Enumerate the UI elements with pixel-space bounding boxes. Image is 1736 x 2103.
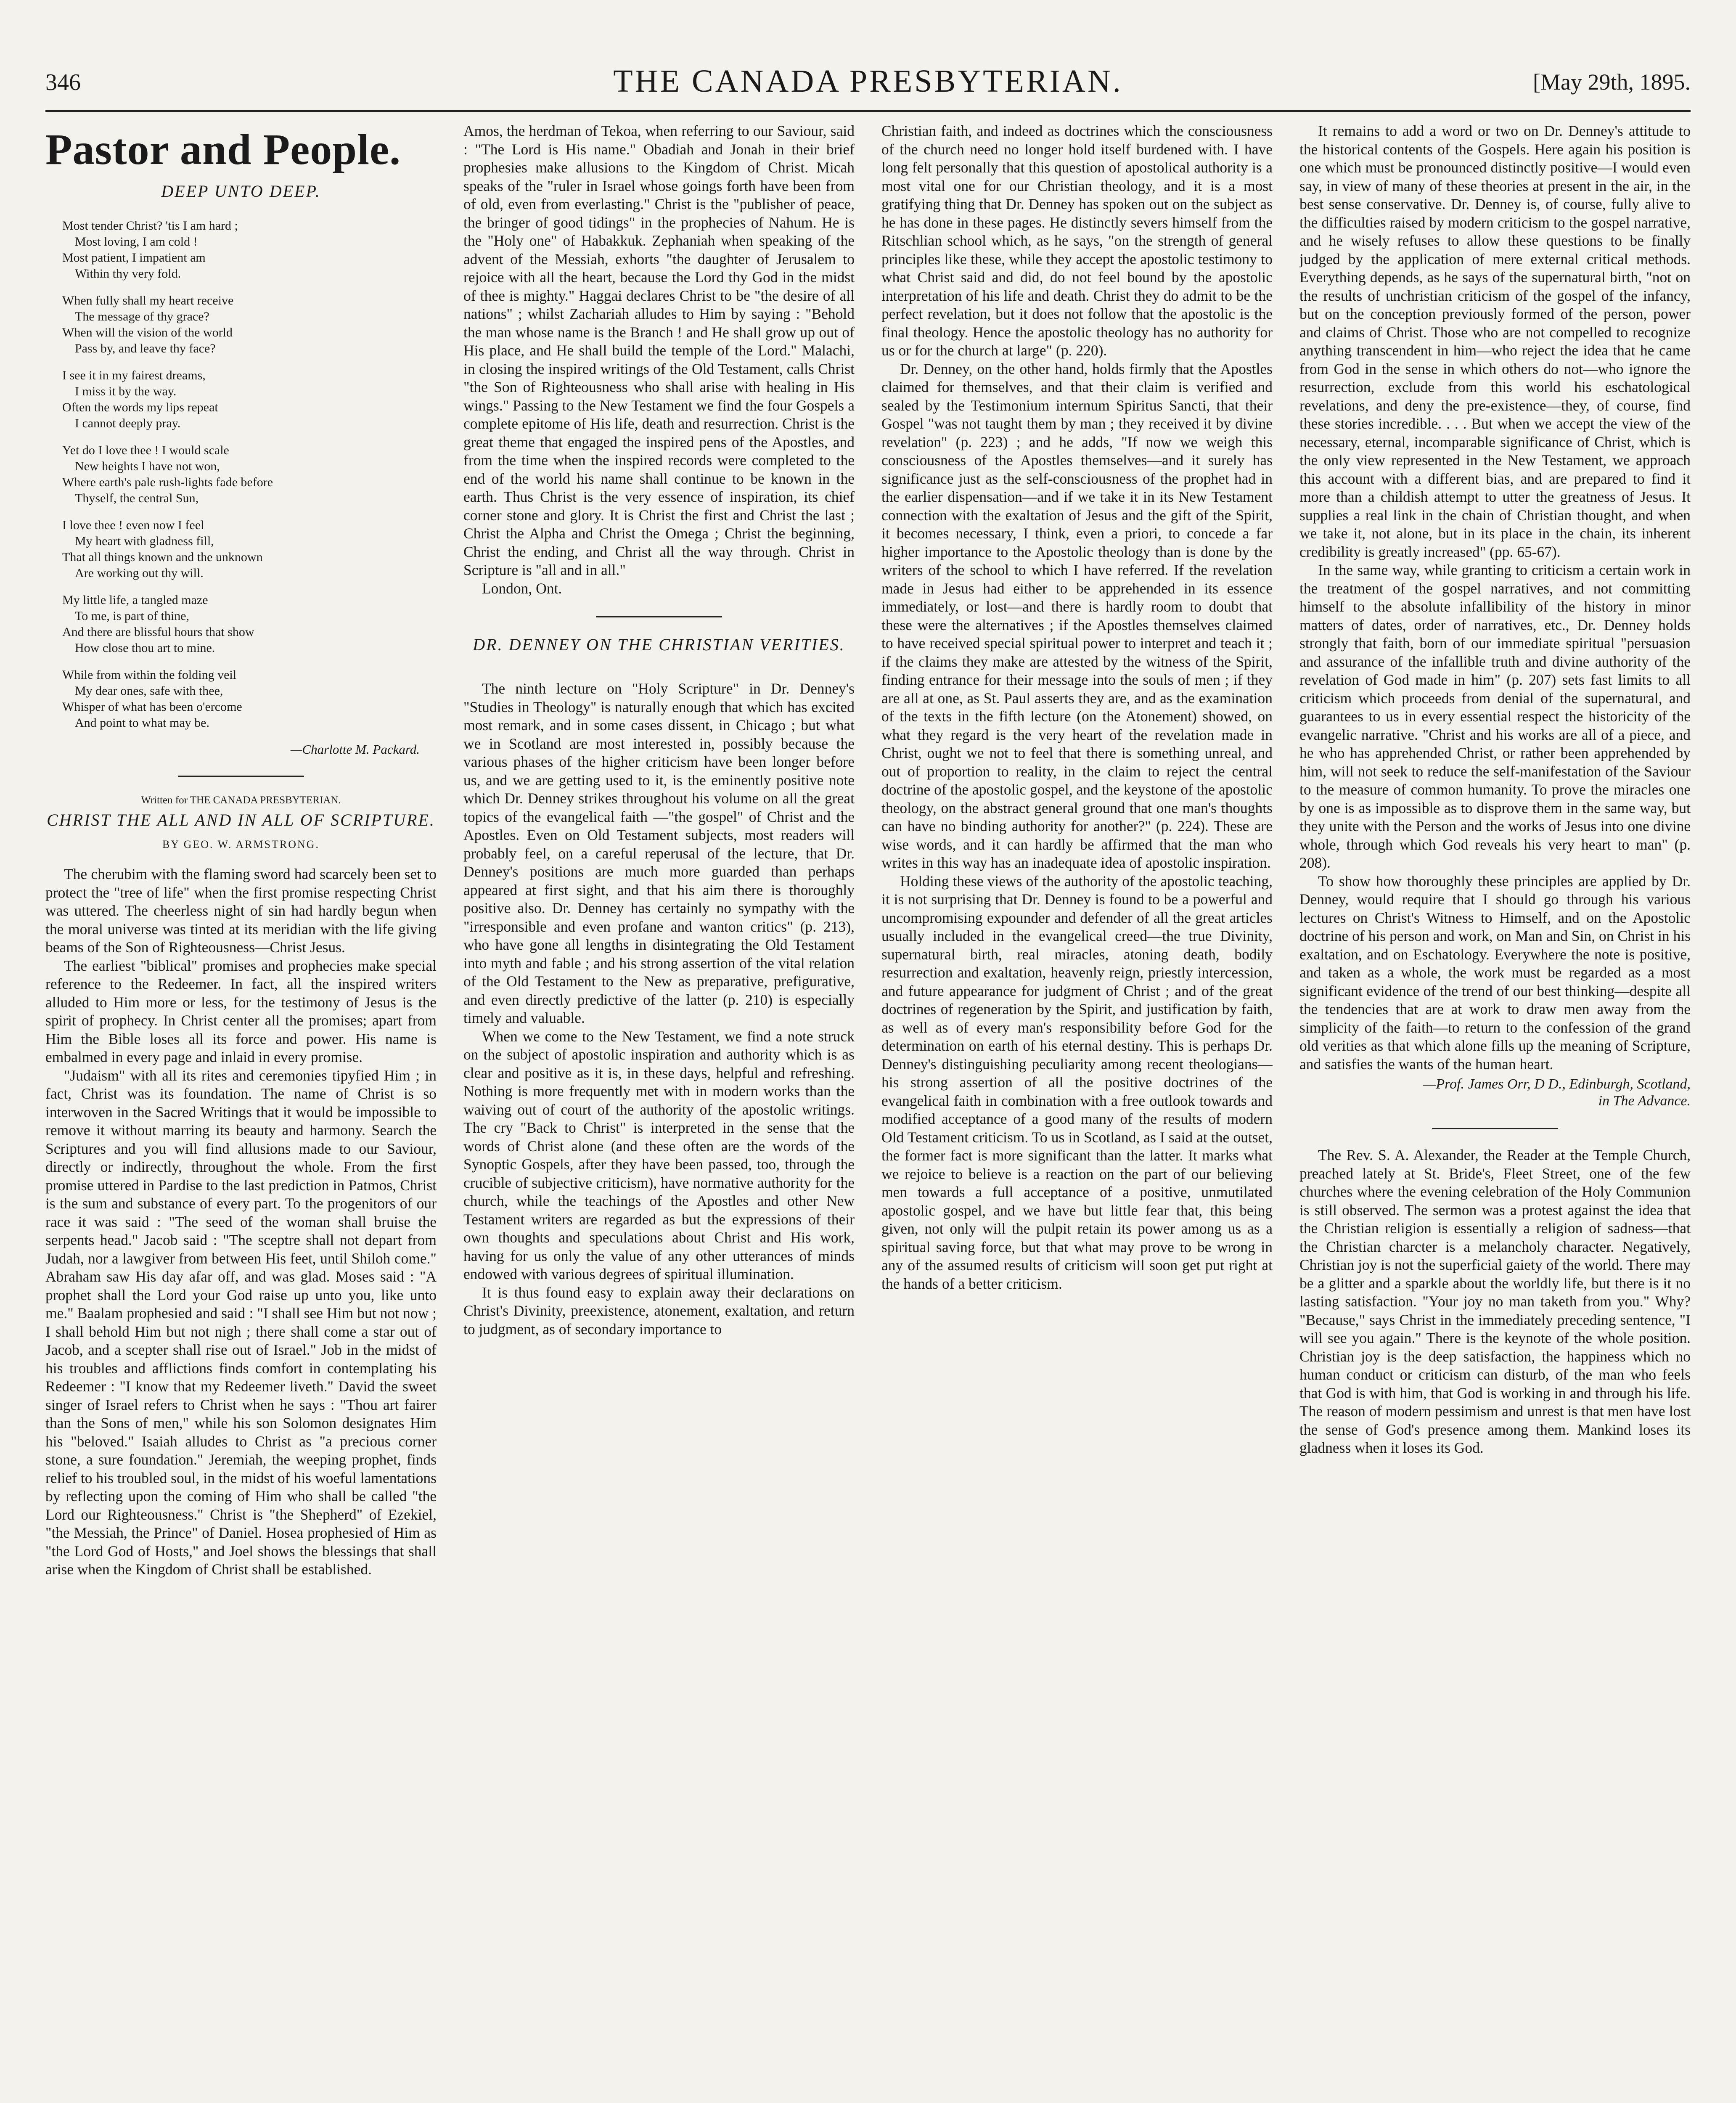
poem-line: That all things known and the unknown <box>62 550 263 564</box>
divider <box>1432 1128 1558 1129</box>
written-for-note: Written for THE CANADA PRESBYTERIAN. <box>141 795 341 806</box>
poem-line: How close thou art to mine. <box>75 641 215 655</box>
article-title: DR. DENNEY ON THE CHRISTIAN VERITIES. <box>473 635 845 654</box>
poem-line: I cannot deeply pray. <box>75 416 181 430</box>
dateline: London, Ont. <box>482 580 562 597</box>
poem-stanza <box>62 592 437 656</box>
poem-line: New heights I have not won, <box>75 459 220 473</box>
column-4 <box>1299 122 1691 2103</box>
paragraph: In the same way, while granting to criticism a certain work in the treatment of the gospel narratives, and not committing himself to the absolute infallibility of the history in minor matters of dates, order of narratives, etc., Dr. Denney holds strongly that faith, born of our immediate spiritual "persuasion and assurance of the infallible truth and divine authority of the revelation of God made in him" (p. 207) sets fast limits to all criticism which proceeds from denial of the supernatural, and guarantees to us in every essential respect the historicity of the evangelic narrative. "Christ and his works are all of a piece, and he who has apprehended Christ, or rather been apprehended by him, will not seek to reduce the self-manifestation of the Saviour to the measure of common humanity. To prove the miracles one by one is as impossible as to disprove them in the same way, but they unite with the Person and the works of Jesus into one divine whole, through which God reveals his very heart to man" (p. 208). <box>1299 562 1691 871</box>
poem-line: Most patient, I impatient am <box>62 251 206 265</box>
poem-line: My dear ones, safe with thee, <box>75 684 223 698</box>
poem-stanza <box>62 368 437 432</box>
poem-stanza <box>62 667 437 731</box>
paragraph: Christian faith, and indeed as doctrines which the consciousness of the church need no longer hold itself burdened with. I have long felt personally that this question of apostolical authority is a most vital one for our Christian theology, and it is a most gratifying thing that Dr. Denney has spoken out on the subject as he has done in these pages. He distinctly severs himself from the Ritschlian school which, as he says, "on the strength of general principles like these, while they accept the apostolic testimony to what Christ said and did, do not feel bound by the apostolic interpretation of his life and death. Christ they do admit to be the perfect revelation, but it does not follow that the apostolic is the final theology. Hence the apostolic theology has no authority for us or for the church at large" (p. 220). <box>881 122 1273 359</box>
poem-line: My heart with gladness fill, <box>75 534 214 548</box>
poem-line: While from within the folding veil <box>62 668 237 682</box>
paragraph: "Judaism" with all its rites and ceremonies tipyfied Him ; in fact, Christ was its foundation. The name of Christ is so interwoven in the Sacred Writings that it would be impossible to remove it without marring its beauty and harmony. Search the Scriptures and you will find allusions made to our Saviour, directly or indirectly, throughout the whole. From the first promise uttered in Pardise to the last prediction in Patmos, Christ is the sum and substance of every part. To the progenitors of our race it was said : "The seed of the woman shall bruise the serpents head." Jacob said : "The sceptre shall not depart from Judah, nor a lawgiver from between His feet, until Shiloh come." Abraham saw His day afar off, and was glad. Moses said : "A prophet shall the Lord your God raise up unto you, like unto me." Baalam prophesied and said : "I shall see Him but not now ; I shall behold Him but not nigh ; there shall come a star out of Jacob, and a scepter shall rise out of Israel." Job in the midst of his troubles and afflictions finds comfort in contemplating his Redeemer : "I know that my Redeemer liveth." David the sweet singer of Israel refers to Christ when he says : "Thou art fairer than the Sons of men," while his son Solomon designates Him his "beloved." Isaiah alludes to Christ as "a precious corner stone, a sure foundation." Jeremiah, the weeping prophet, finds relief to his troubled soul, in the midst of his woeful lamentations by reflecting upon the coming of Him who shall be called "the Lord our Righteousness." Christ is "the Shepherd" of Ezekiel, "the Messiah, the Prince" of Daniel. Hosea prophesied of Him as "the Lord God of Hosts," and Joel shows the blessings that shall arise when the Kingdom of Christ shall be established. <box>45 1067 437 1578</box>
poem-line: When will the vision of the world <box>62 326 233 339</box>
poem-line: And there are blissful hours that show <box>62 625 254 639</box>
paragraph: The cherubim with the flaming sword had scarcely been set to protect the "tree of life" when the first promise respecting Christ was uttered. The cheerless night of sin had hardly begun when the moral universe was tinted at its meridian with the life giving beams of the Son of Righteousness—Christ Jesus. <box>45 866 437 956</box>
running-head <box>45 63 1691 101</box>
poem-title: DEEP UNTO DEEP. <box>161 182 321 201</box>
divider <box>596 616 722 617</box>
poem-stanza <box>62 293 437 357</box>
poem-line: Yet do I love thee ! I would scale <box>62 443 229 457</box>
paragraph: The earliest "biblical" promises and prophecies make special reference to the Redeemer. In fact, all the inspired writers alluded to Him more or less, for the testimony of Jesus is the spirit of prophecy. In Christ center all the promises; apart from Him the Bible loses all its force and power. His name is embalmed in every page and inlaid in every promise. <box>45 957 437 1065</box>
poem-line: I miss it by the way. <box>75 384 177 398</box>
article-columns <box>45 122 1691 2103</box>
poem-line: Thyself, the central Sun, <box>75 491 199 505</box>
poem-stanza <box>62 442 437 506</box>
paragraph: Holding these views of the authority of the apostolic teaching, it is not surprising that Dr. Denney is found to be a powerful and uncompromising expounder and defender of all the great articles usually included in the evangelical creed—the true Divinity, supernatural birth, real miracles, atoning death, bodily resurrection and exaltation, heavenly reign, priestly intercession, and future appearance for judgment of Christ ; and of the great doctrines of regeneration by the Spirit, and justification by faith, as well as of every man's responsibility before God for the determination on earth of his eternal destiny. This is perhaps Dr. Denney's distinguishing peculiarity among recent theologians—his strong assertion of all the positive doctrines of the evangelical faith in combination with a free outlook towards and modified acceptance of a good many of the results of modern Old Testament criticism. To us in Scotland, as I said at the outset, the former fact is more significant than the latter. It marks what we rejoice to believe is a reaction on the part of our believing men towards a full acceptance of a positive, unmutilated apostolic gospel, and we have but little fear that, this being given, not only will the pulpit retain its power among us as a spiritual saving force, but that what may prove to be wrong in any of the assumed results of criticism will soon get put right at the hands of a better criticism. <box>881 872 1273 1292</box>
poem-line: Whisper of what has been o'ercome <box>62 700 242 714</box>
signature-line: in The Advance. <box>1598 1093 1691 1109</box>
poem-line: I love thee ! even now I feel <box>62 518 204 532</box>
poem-line: Pass by, and leave thy face? <box>75 342 216 355</box>
poem-line: And point to what may be. <box>75 716 209 730</box>
paragraph: It remains to add a word or two on Dr. Denney's attitude to the historical contents of the Gospels. Here again his position is one which must be pronounced distinctly positive—I would even say, in view of many of these theories at present in the air, in the best sense conservative. Dr. Denney is, of course, fully alive to the difficulties raised by modern criticism to the gospel narrative, and he wisely refuses to allow these questions to be finally judged by the application of mere external critical methods. Everything depends, as he says of the supernatural birth, "not on the results of unchristian criticism of the gospel of the infancy, but on the conception previously formed of the person, power and claims of Christ. Those who are not compelled to recognize anything transcendent in him—who reject the idea that he came from God in the sense in which others do not—who ignore the resurrection, exclude from this world his eschatological revelations, and deny the pre-existence—they, of course, find these stories incredible. . . . But when we accept the view of the necessary, eternal, incomparable significance of Christ, which is the only view represented in the New Testament, we approach this account with a different bias, and are prepared to find it more than a childish attempt to utter the greatness of Jesus. It supplies a real link in the chain of Christian thought, and when we take it, not alone, but in its place in the chain, its inherent credibility is greatly increased" (pp. 65-67). <box>1299 122 1691 560</box>
paragraph: To show how thoroughly these principles are applied by Dr. Denney, would require that I should go through his various lectures on Christ's Witness to Himself, and on the Apostolic doctrine of his person and work, on Man and Sin, on Christ in his exaltation, and on Eschatology. Everywhere the note is positive, and taken as a whole, the work must be regarded as a most significant evidence of the trend of our best thinking—despite all the tendencies that are at work to draw men away from the simplicity of the faith—to return to the confession of the grand old verities as that which alone fills up the meaning of Scripture, and satisfies the wants of the human heart. <box>1299 872 1691 1073</box>
poem-author: —Charlotte M. Packard. <box>290 742 420 757</box>
signature <box>1299 1076 1691 1110</box>
page-number: 346 <box>45 69 81 95</box>
poem-line: I see it in my fairest dreams, <box>62 368 206 382</box>
column-1 <box>45 122 437 2103</box>
paragraph: It is thus found easy to explain away their declarations on Christ's Divinity, preexistence, atonement, exaltation, and return to judgment, as of secondary importance to <box>463 1284 855 1338</box>
poem-line: Most tender Christ? 'tis I am hard ; <box>62 219 238 233</box>
paragraph: When we come to the New Testament, we find a note struck on the subject of apostolic inspiration and authority which is as clear and positive as it is, in these days, helpful and refreshing. Nothing is more frequently met with in modern works than the waiving out of court of the authority of the apostolic writings. The cry "Back to Christ" is interpreted in the sense that the words of Christ alone (and these often are the words of the Synoptic Gospels, after they have been passed, too, through the crucible of subjective criticism), have normative authority for the church, while the teachings of the Apostles and other New Testament writers are regarded as but the expressions of their own thoughts and speculations about Christ and His work, having for us only the value of any other utterances of minds endowed with various degrees of spiritual illumination. <box>463 1028 855 1282</box>
journal-title: THE CANADA PRESBYTERIAN. <box>613 64 1123 99</box>
poem-line: Where earth's pale rush-lights fade before <box>62 475 273 489</box>
poem-stanza <box>62 517 437 581</box>
issue-date: [May 29th, 1895. <box>1533 69 1691 95</box>
column-3 <box>881 122 1273 2103</box>
poem-line: Are working out thy will. <box>75 566 204 580</box>
poem-line: My little life, a tangled maze <box>62 593 208 607</box>
paragraph: The Rev. S. A. Alexander, the Reader at the Temple Church, preached lately at St. Bride's, Fleet Street, one of the few churches where the evening celebration of the Holy Communion is still observed. The sermon was a protest against the idea that the Christian religion is essentially a religion of sadness—that the Christian charcter is a melancholy character. Negatively, Christian joy is not the superficial gaiety of the world. There may be a glitter and a sparkle about the worldly life, but there is it no lasting satisfaction. "Your joy no man taketh from you." Why? "Because," says Christ in the immediately preceding sentence, "I will see you again." There is the keynote of the whole position. Christian joy is the deep satisfaction, the happiness which no human conduct or criticism can disturb, of the man who feels that God is with him, that God is working in and through his life. The reason of modern pessimism and unrest is that men have lost the sense of God's presence among them. Mankind loses its gladness when it loses its God. <box>1299 1147 1691 1456</box>
paragraph: The ninth lecture on "Holy Scripture" in Dr. Denney's "Studies in Theology" is naturally enough that which has excited most remark, and in some cases dissent, in Chicago ; but what we in Scotland are most interested in, possibly because the various phases of the higher criticism have been longer before us, and we are getting used to it, is the eminently positive note which Dr. Denney strikes throughout his volume on all the great topics of the evangelical faith —"the gospel" of Christ and the Apostles. Even on Old Testament subjects, most readers will probably feel, on a careful reperusal of the lecture, that Dr. Denney's positions are much more guarded than perhaps appeared at first sight, and that his aim there is thoroughly positive also. Dr. Denney has certainly no sympathy with the "irresponsible and even profane and wanton critics" (p. 213), who have gone all lengths in disintegrating the Old Testament into myth and fable ; and his strong assertion of the vital relation of the Old Testament to the New as preparative, prefigurative, and even directly predictive of the latter (p. 210) is especially timely and valuable. <box>463 680 855 1026</box>
signature-line: —Prof. James Orr, D D., Edinburgh, Scotland, <box>1423 1076 1691 1092</box>
poem-line: When fully shall my heart receive <box>62 294 234 307</box>
paragraph: Amos, the herdman of Tekoa, when referring to our Saviour, said : "The Lord is His name." Obadiah and Jonah in their brief prophesies make allusions to the Kingdom of Christ. Micah speaks of the "ruler in Israel whose goings forth have been from of old, even from everlasting." Christ is the "publisher of peace, the bringer of good tidings" in the prophecies of Nahum. He is the "Holy one" of Habakkuk. Zephaniah when speaking of the advent of the Messiah, exhorts "the daughter of Jerusalem to rejoice with all the heart, because the Lord thy God in the midst of thee is mighty." Haggai declares Christ to be "the desire of all nations" ; whilst Zachariah alludes to Him by saying : "Behold the man whose name is the Branch ! and He shall grow up out of His place, and He shall build the temple of the Lord." Malachi, in closing the inspired writings of the Old Testament, calls Christ "the Son of Righteousness who shall arise with healing in His wings." Passing to the New Testament we find the four Gospels a complete epitome of His life, death and resurrection. Christ is the great theme that engaged the inspired pens of the Apostles, and from the time when the inspired records were completed to the end of the world his name shall continue to be known in the earth. Thus Christ is the very essence of inspiration, its chief corner stone and glory. It is Christ the first and Christ the last ; Christ the Alpha and Christ the Omega ; Christ the beginning, Christ the ending, and Christ all the way through. Christ in Scripture is "all and in all." <box>463 122 855 578</box>
poem-line: Most loving, I am cold ! <box>75 235 198 249</box>
column-2 <box>463 122 855 2103</box>
poem-line: Within thy very fold. <box>75 267 181 281</box>
header-rule <box>45 110 1691 112</box>
spacer <box>463 663 855 680</box>
poem-body <box>62 218 437 731</box>
poem-line: Often the words my lips repeat <box>62 400 218 414</box>
byline: BY GEO. W. ARMSTRONG. <box>162 838 320 850</box>
poem-line: The message of thy grace? <box>75 310 209 323</box>
article-title: CHRIST THE ALL AND IN ALL OF SCRIPTURE. <box>47 810 435 829</box>
divider <box>178 776 304 777</box>
poem-line: To me, is part of thine, <box>75 609 190 623</box>
poem-stanza <box>62 218 437 282</box>
section-heading: Pastor and People. <box>45 125 401 174</box>
paragraph: Dr. Denney, on the other hand, holds firmly that the Apostles claimed for themselves, and that their claim is verified and sealed by the Testimonium internum Spiritus Sancti, that their Gospel "was not taught them by man ; they received it by divine revelation" (p. 223) ; and he adds, "If now we weigh this consciousness of the Apostles themselves—and it surely has significance just as the self-consciousness of the prophet had in the earlier dispensation—and if we take it in its New Testament connection with the exaltation of Jesus and the gift of the Spirit, it becomes necessary, I think, even a priori, to concede a far higher importance to the Apostolic theology than is done by the writers of the school to which I have referred. If the revelation made in Jesus had either to be apprehended in its essence immediately, or lost—and there is hardly room to doubt that these were the alternatives ; if the Apostles themselves claimed to have received special spiritual power to interpret and teach it ; if the claims they make are attested by the witness of the Spirit, finding entrance for their message into the souls of men ; if they are all at one, as St. Paul asserts they are, and as the examination of the texts in the fifth lecture (on the Atonement) showed, on what they regard is the very heart of the revelation made in Christ, ought we not to feel that there is something unreal, and out of proportion to reality, in the claim to reject the central doctrine of the apostolic gospel, and the keystone of the apostolic theology, on the abstract general ground that one man's thoughts can have no binding authority for another?" (p. 224). These are wise words, and it can hardly be affirmed that the man who writes in this way has an inadequate idea of apostolic inspiration. <box>881 360 1273 871</box>
